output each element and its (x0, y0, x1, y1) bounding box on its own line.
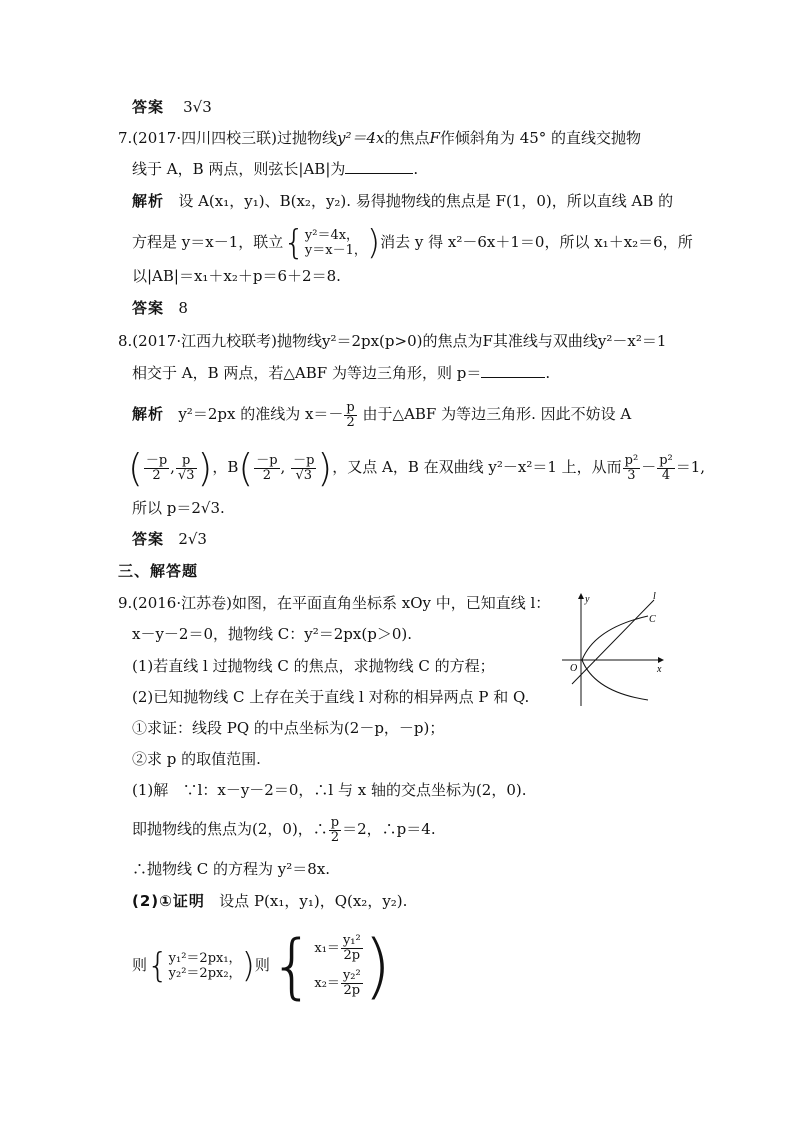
equation-system-2: x₁＝ $\frac{\text{y₁²}}{2p}$ x₂＝ $\frac{\text{y₂²}}{2p}$ (314, 933, 361, 998)
q8-line-1: 8.(2017·江西九校联考)抛物线y²＝2px(p>0)的焦点为F其准线与双曲线y²－x²＝1 (118, 332, 667, 350)
q7-line-1: 7.(2017·四川四校三联)过抛物线y²＝4x的焦点F作倾斜角为 45° 的直线交抛物 (118, 129, 642, 147)
answer-value: 3√3 (183, 98, 212, 116)
q9-line-2: x－y－2＝0，抛物线 C：y²＝2px(p＞0). (132, 625, 412, 643)
q8-line-2: 相交于 A，B 两点，若△ABF 为等边三角形，则 p＝ . (132, 364, 551, 382)
q9-part-2a: ①求证：线段 PQ 的中点坐标为(2－p，－p)； (132, 719, 445, 737)
q8-number: 8.(2017·江西九校联考) (118, 332, 277, 350)
coordinate-figure (560, 588, 675, 710)
l-label: l (653, 591, 656, 602)
q9-part-2: (2)已知抛物线 C 上存在关于直线 l 对称的相异两点 P 和 Q. (132, 688, 530, 706)
q9-line-1: 9.(2016·江苏卷)如图，在平面直角坐标系 xOy 中，已知直线 l： (118, 594, 551, 612)
q8-solution-1: 解析 y²＝2px 的准线为 x＝－ $\frac{p}{2}$ 由于△ABF 为等边三角形. 因此不妨设 A (132, 399, 632, 430)
q8-solution-2: ( $\frac{-p}{2}$ , $\frac{p}{√3}$ )，B( $\frac{-p}{2}$ , $\frac{-p}{√3}$ )，又点 A，B 在双曲线 y²－x²＝1 上，从而 $\frac{\text{p²}}{3}$ － $\frac{\text{p²}}{4}$ ＝1, (128, 446, 706, 490)
fraction: $\frac{p}{2}$ (346, 399, 355, 430)
q7-answer: 答案 8 (132, 299, 188, 317)
equation-system: y²＝4x， y＝x－1， (304, 228, 367, 258)
answer-6-line (132, 97, 212, 117)
q7-number: 7.(2017·四川四校三联) (118, 129, 277, 147)
origin-label: O (570, 663, 578, 674)
q8-solution-3: 所以 p＝2√3. (132, 499, 225, 517)
q9-part-1: (1)若直线 l 过抛物线 C 的焦点，求抛物线 C 的方程； (132, 657, 495, 675)
q9-solution-2: 即抛物线的焦点为(2，0)，∴ $\frac{p}{2}$ ＝2，∴p＝4. (132, 814, 436, 845)
q7-line-2: 线于 A，B 两点，则弦长|AB|为 . (132, 160, 419, 178)
answer-blank (481, 365, 545, 378)
line-l (572, 600, 654, 684)
q9-solution-5: 则{ y₁²＝2px₁， y₂²＝2px₂， )则{ x₁＝ $\frac{\text{y₁²}}{2p}$ x₂＝ $\frac{\text{y₂²}}{2p}$ ) (132, 925, 392, 1007)
parabola-curve (582, 616, 648, 700)
equation-system: y₁²＝2px₁， y₂²＝2px₂， (168, 951, 242, 981)
section-heading: 三、解答题 (118, 562, 199, 580)
solution-label: 解析 (132, 192, 165, 210)
y-label: y (585, 594, 590, 605)
q7-solution-1: 解析 设 A(x₁，y₁)、B(x₂，y₂). 易得抛物线的焦点是 F(1，0)，所以直线 AB 的 (132, 192, 674, 210)
left-brace: { (283, 223, 305, 263)
answer-blank (345, 161, 413, 174)
q7-solution-3: 以|AB|＝x₁＋x₂＋p＝6＋2＝8. (132, 267, 341, 285)
q7-solution-2: 方程是 y＝x－1，联立{ y²＝4x， y＝x－1， )消去 y 得 x²－6x＋1＝0，所以 x₁＋x₂＝6，所 (132, 223, 693, 263)
q9-solution-4: (2)①证明 设点 P(x₁，y₁)，Q(x₂，y₂). (132, 892, 408, 910)
x-label: x (657, 664, 662, 675)
q9-solution-3: ∴抛物线 C 的方程为 y²＝8x. (132, 860, 331, 878)
q9-solution-1: (1)解 ∵l：x－y－2＝0，∴l 与 x 轴的交点坐标为(2，0). (132, 781, 527, 799)
q9-number: 9.(2016·江苏卷) (118, 594, 232, 612)
q9-part-2b: ②求 p 的取值范围. (132, 750, 261, 768)
answer-label: 答案 (132, 98, 165, 116)
c-label: C (649, 614, 656, 625)
q8-answer: 答案 2√3 (132, 530, 207, 548)
